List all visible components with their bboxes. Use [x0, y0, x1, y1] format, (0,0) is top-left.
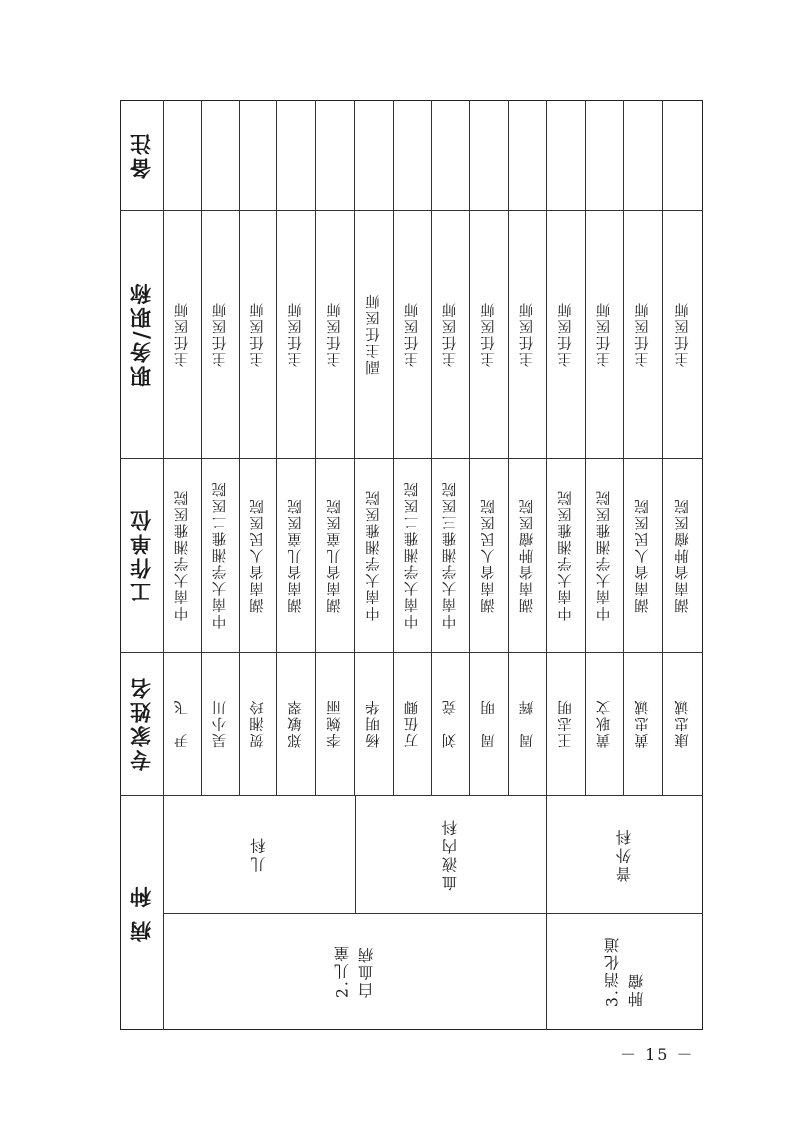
row-unit: 中南大学湘雅医院 [558, 489, 574, 621]
header-name: 专家姓名 [128, 675, 154, 772]
row-unit: 中南大学湘雅医院 [596, 489, 613, 621]
row-title: 主任医师 [481, 301, 497, 367]
row-title: 主任医师 [288, 301, 304, 367]
row-remark [201, 100, 239, 210]
row-title: 主任医师 [327, 301, 343, 367]
row-remark [276, 100, 315, 210]
row-unit: 湖南省人民医院 [250, 497, 266, 613]
row-name: 杨明华 [366, 698, 382, 749]
department-general-surgery: 普外科 [615, 826, 634, 882]
row-unit: 湖南省人民医院 [635, 497, 651, 613]
row-unit: 湖南省肿瘤医院 [675, 497, 691, 613]
row-title: 副主任医师 [366, 292, 382, 376]
row-remark [662, 100, 703, 210]
row-remark [239, 100, 276, 210]
row-remark [469, 100, 508, 210]
row-name: 万伍卿 [404, 698, 421, 749]
row-unit: 中南大学湘雅医院 [366, 489, 382, 621]
row-title: 主任医师 [635, 301, 651, 367]
row-title: 主任医师 [442, 301, 459, 367]
row-title: 主任医师 [519, 301, 536, 367]
disease-digestive-tumor: 3.消化道 肿瘤 [603, 935, 646, 1008]
row-name: 黄忠诚 [635, 698, 651, 749]
row-unit: 湖南省人民医院 [481, 497, 497, 613]
row-name: 李婉丽 [327, 698, 343, 749]
header-unit: 工作单位 [128, 507, 154, 603]
row-title: 主任医师 [675, 301, 691, 367]
row-name: 吴小川 [212, 698, 229, 749]
header-title: 职务/职称 [128, 280, 154, 388]
page-number: － 15 － [620, 1045, 695, 1064]
row-name: 康忠诚 [675, 698, 691, 749]
row-title: 主任医师 [212, 301, 229, 367]
row-name: 周 辉 [519, 698, 536, 749]
department-hematology: 血液内科 [441, 817, 460, 891]
row-unit: 湖南省儿童医院 [327, 497, 343, 613]
header-disease: 病 种 [128, 883, 154, 942]
disease-leukemia: 2.儿童 白血病 [333, 944, 376, 999]
row-name: 尹 飞 [174, 698, 191, 749]
row-title: 主任医师 [250, 301, 266, 367]
row-name: 刘 竞 [442, 698, 459, 749]
row-remark [315, 100, 354, 210]
row-unit: 中南大学湘雅医院 [174, 489, 191, 621]
row-unit: 中南大学湘雅三医院 [442, 480, 459, 630]
row-name: 王志明 [558, 698, 574, 749]
row-remark [431, 100, 469, 210]
row-name: 贺湘玲 [250, 698, 266, 749]
row-unit: 湖南省肿瘤医院 [519, 497, 536, 613]
row-unit: 中南大学湘雅二医院 [212, 480, 229, 630]
row-unit: 湖南省儿童医院 [288, 497, 304, 613]
row-remark [585, 100, 623, 210]
header-remark: 备注 [128, 131, 154, 179]
row-remark [354, 100, 393, 210]
department-pediatrics: 儿科 [250, 835, 268, 873]
row-title: 主任医师 [558, 301, 574, 367]
row-name: 黄耿文 [596, 698, 613, 749]
row-title: 主任医师 [404, 301, 421, 367]
row-unit: 中南大学湘雅二医院 [404, 480, 421, 630]
row-remark [393, 100, 431, 210]
row-remark [163, 100, 201, 210]
row-remark [546, 100, 585, 210]
row-name: 周 明 [481, 698, 497, 749]
row-title: 主任医师 [174, 301, 191, 367]
row-title: 主任医师 [596, 301, 613, 367]
row-remark [623, 100, 662, 210]
row-name: 郑敏翠 [288, 698, 304, 749]
row-remark [508, 100, 546, 210]
